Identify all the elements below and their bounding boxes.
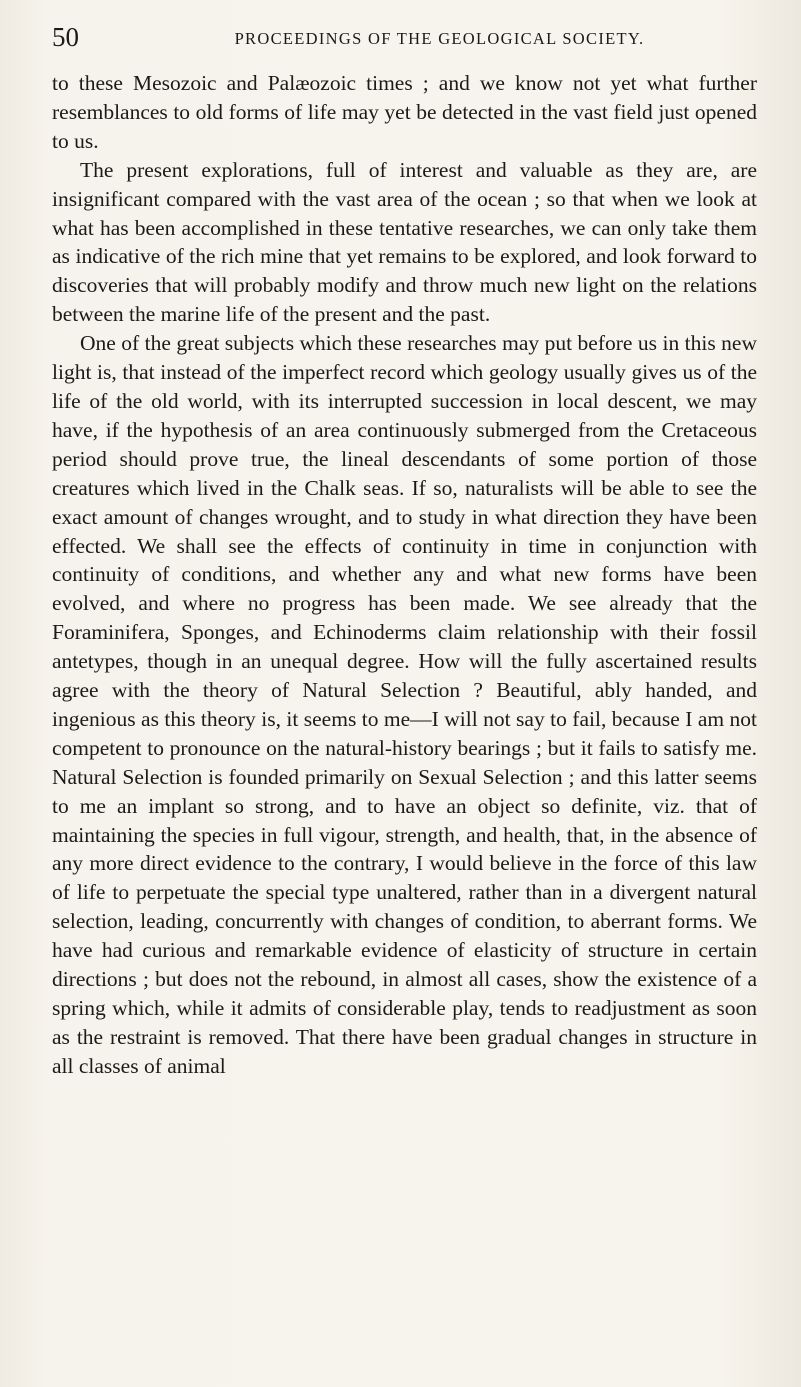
body-text (52, 69, 757, 1081)
page-header (52, 20, 757, 54)
paragraph-explorations: The present explorations, full of interest and valuable as they are, are insignificant compared with the vast area of the ocean ; so that when we look at what has been accomplished in these tentative researches, we can only take them as indicative of the rich mine that yet remains to be explored, and look forward to discoveries that will probably modify and throw much new light on the relations between the marine life of the present and the past. (52, 157, 757, 327)
paragraph-continued: to these Mesozoic and Palæozoic times ; and we know not yet what further resemblances to old forms of life may yet be detected in the vast field just opened to us. (52, 71, 757, 153)
running-title: PROCEEDINGS OF THE GEOLOGICAL SOCIETY. (234, 29, 645, 48)
paragraph-natural-selection: One of the great subjects which these researches may put before us in this new light is, that instead of the imperfect record which geology usually gives us of the life of the old world, with its interrupted succession in local descent, we may have, if the hypothesis of an area continuously submerged from the Cretaceous period should prove true, the lineal descendants of some portion of those creatures which lived in the Chalk seas. If so, naturalists will be able to see the exact amount of changes wrought, and to study in what direction they have been effected. We shall see the effects of continuity in time in conjunction with continuity of conditions, and whether any and what new forms have been evolved, and where no progress has been made. We see already that the Foraminifera, Sponges, and Echinoderms claim relationship with their fossil antetypes, though in an unequal degree. How will the fully ascertained results agree with the theory of Natural Selection ? Beautiful, ably handed, and ingenious as this theory is, it seems to me—I will not say to fail, because I am not competent to pronounce on the natural-history bearings ; but it fails to satisfy me. Natural Selection is founded primarily on Sexual Selection ; and this latter seems to me an implant so strong, and to have an object so definite, viz. that of maintaining the species in full vigour, strength, and health, that, in the absence of any more direct evidence to the contrary, I would believe in the force of this law of life to perpetuate the special type unaltered, rather than in a divergent natural selection, leading, concurrently with changes of condition, to aberrant forms. We have had curious and remarkable evidence of elasticity of structure in certain directions ; but does not the rebound, in almost all cases, show the existence of a spring which, while it admits of considerable play, tends to readjustment as soon as the restraint is removed. That there have been gradual changes in structure in all classes of animal (52, 331, 757, 1078)
page-number: 50 (52, 22, 79, 52)
